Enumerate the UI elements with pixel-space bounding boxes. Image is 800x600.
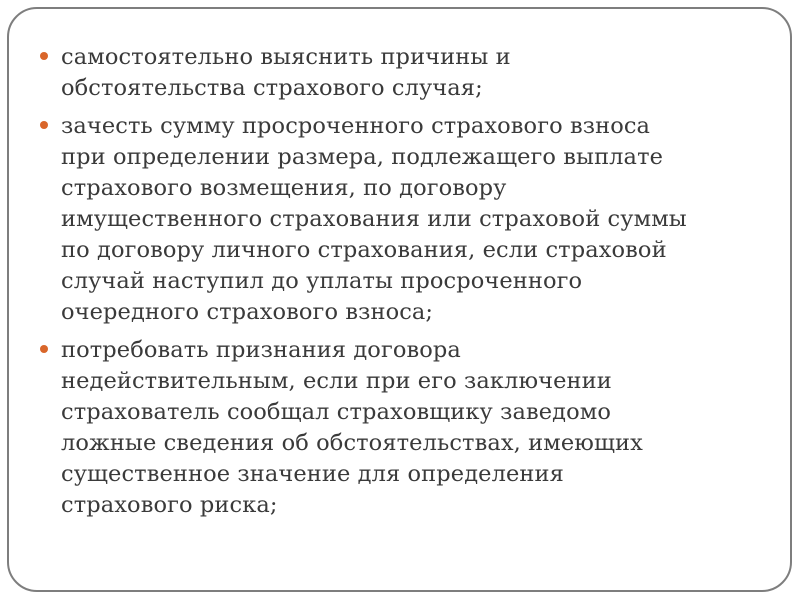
- bullet-dot-icon: [40, 121, 48, 129]
- bullet-line: обстоятельства страхового случая;: [61, 75, 483, 101]
- bullet-line: страхового риска;: [61, 492, 278, 518]
- bullet-list: [37, 42, 767, 528]
- bullet-item-2: [37, 111, 767, 328]
- bullet-line: ложные сведения об обстоятельствах, имеющих: [61, 430, 643, 456]
- bullet-line: самостоятельно выяснить причины и: [61, 44, 511, 70]
- bullet-line: страхового возмещения, по договору: [61, 175, 507, 201]
- bullet-dot-icon: [40, 52, 48, 60]
- bullet-line: страхователь сообщал страховщику заведомо: [61, 399, 612, 425]
- bullet-line: зачесть сумму просроченного страхового взноса: [61, 113, 651, 139]
- bullet-line: недействительным, если при его заключении: [61, 368, 612, 394]
- bullet-dot-icon: [40, 345, 48, 353]
- bullet-item-3: [37, 335, 767, 521]
- bullet-line: очередного страхового взноса;: [61, 299, 434, 325]
- bullet-line: имущественного страхования или страховой суммы: [61, 206, 687, 232]
- bullet-line: существенное значение для определения: [61, 461, 564, 487]
- bullet-line: по договору личного страхования, если страховой: [61, 237, 667, 263]
- bullet-line: случай наступил до уплаты просроченного: [61, 268, 583, 294]
- bullet-item-1: [37, 42, 767, 104]
- bullet-line: при определении размера, подлежащего выплате: [61, 144, 664, 170]
- bullet-line: потребовать признания договора: [61, 337, 461, 363]
